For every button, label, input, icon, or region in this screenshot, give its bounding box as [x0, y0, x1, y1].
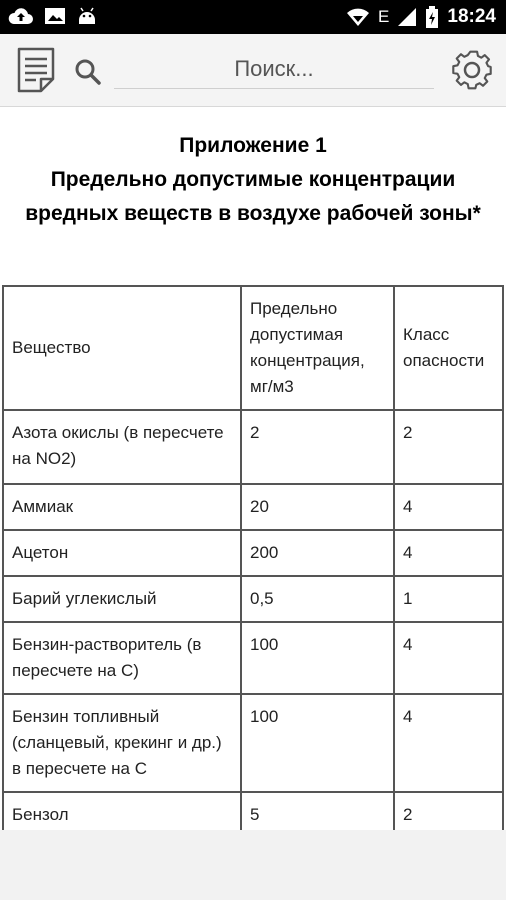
app-toolbar — [0, 34, 506, 107]
cloud-upload-icon — [8, 6, 34, 26]
cell-concentration: 200 — [241, 530, 394, 576]
document-icon[interactable] — [16, 46, 56, 94]
table-row — [3, 576, 503, 622]
cell-hazard-class: 4 — [394, 694, 503, 792]
clock: 18:24 — [447, 6, 496, 27]
column-header-substance: Вещество — [3, 286, 241, 410]
column-header-concentration: Предельно допустимая концентрация, мг/м3 — [241, 286, 394, 410]
search-bar — [70, 50, 438, 90]
search-input[interactable] — [114, 50, 434, 89]
image-icon — [44, 6, 66, 26]
cell-hazard-class: 4 — [394, 622, 503, 694]
wifi-icon — [346, 6, 370, 28]
table-row — [3, 622, 503, 694]
cell-substance: Азота окислы (в пересчете на NO2) — [3, 410, 241, 484]
cell-substance: Бензол — [3, 792, 241, 830]
network-type-label: E — [378, 7, 390, 26]
table-row — [3, 792, 503, 830]
gear-icon[interactable] — [450, 48, 494, 92]
cell-hazard-class: 2 — [394, 792, 503, 830]
cell-substance: Аммиак — [3, 484, 241, 530]
cell-hazard-class: 1 — [394, 576, 503, 622]
battery-charging-icon — [425, 6, 439, 28]
cell-concentration: 0,5 — [241, 576, 394, 622]
notification-icons — [8, 6, 98, 26]
document-view[interactable] — [0, 107, 506, 830]
cell-substance: Бензин-растворитель (в пересчете на С) — [3, 622, 241, 694]
cell-substance: Ацетон — [3, 530, 241, 576]
bottom-area — [0, 830, 506, 900]
table-header-row — [3, 286, 503, 410]
column-header-hazard-class: Класс опасности — [394, 286, 503, 410]
table-title — [0, 163, 506, 231]
table-row — [3, 484, 503, 530]
cell-substance: Бензин топливный (сланцевый, крекинг и др.) в пересчете на С — [3, 694, 241, 792]
table-title-text: Предельно допустимые концентрации вредных веществ в воздухе рабочей зоны* — [25, 168, 481, 225]
signal-icon — [397, 6, 417, 28]
table-row — [3, 410, 503, 484]
android-icon — [76, 6, 98, 26]
cell-hazard-class: 2 — [394, 410, 503, 484]
cell-hazard-class: 4 — [394, 530, 503, 576]
table-row — [3, 694, 503, 792]
search-icon[interactable] — [74, 58, 102, 86]
table-row — [3, 530, 503, 576]
mpc-table — [2, 285, 504, 830]
document-heading — [0, 129, 506, 231]
cell-concentration: 5 — [241, 792, 394, 830]
cell-concentration: 20 — [241, 484, 394, 530]
cell-substance: Барий углекислый — [3, 576, 241, 622]
cell-concentration: 2 — [241, 410, 394, 484]
system-icons — [346, 4, 496, 30]
appendix-title: Приложение 1 — [179, 134, 327, 157]
cell-hazard-class: 4 — [394, 484, 503, 530]
cell-concentration: 100 — [241, 694, 394, 792]
status-bar — [0, 0, 506, 34]
cell-concentration: 100 — [241, 622, 394, 694]
